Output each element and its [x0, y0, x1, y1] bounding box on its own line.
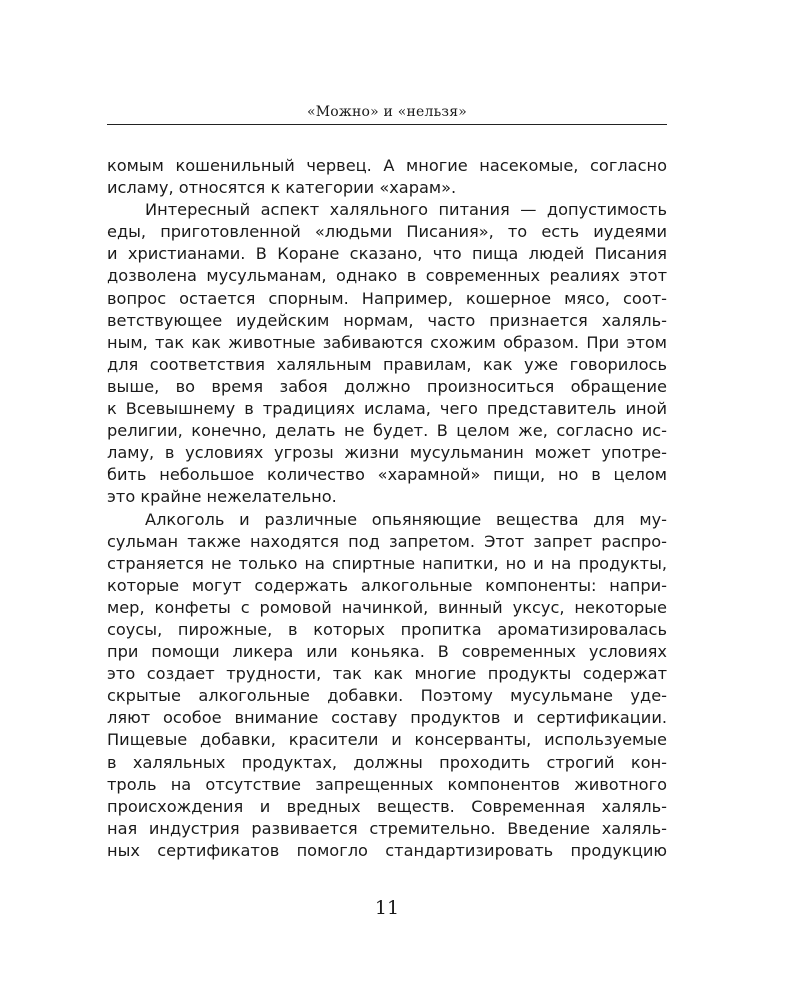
body-text: [107, 155, 667, 862]
text-line: в халяльных продуктах, должны проходить строгий кон-: [107, 752, 667, 772]
text-line: ветствующее иудейским нормам, часто признается халяль-: [107, 310, 667, 330]
text-line: при помощи ликера или коньяка. В современных условиях: [107, 642, 667, 662]
text-line: которые могут содержать алкогольные компоненты: напри-: [107, 575, 667, 595]
text-line: для соответствия халяльным правилам, как уже говорилось: [107, 354, 667, 374]
text-line: выше, во время забоя должно произноситься обращение: [107, 376, 667, 396]
text-line: дозволена мусульманам, однако в современных реалиях этот: [107, 266, 667, 286]
text-line: мер, конфеты с ромовой начинкой, винный уксус, некоторые: [107, 597, 667, 617]
text-line: и христианами. В Коране сказано, что пища людей Писания: [107, 244, 667, 264]
text-line: ламу, в условиях угрозы жизни мусульманин может употре-: [107, 443, 667, 463]
text-line: исламу, относятся к категории «харам».: [107, 178, 457, 198]
text-line: ным, так как животные забиваются схожим образом. При этом: [107, 332, 667, 352]
text-line: комым кошенильный червец. А многие насекомые, согласно: [107, 156, 667, 175]
text-line: Алкоголь и различные опьяняющие вещества для му-: [145, 509, 667, 529]
text-line: Интересный аспект халяльного питания — допустимость: [145, 200, 667, 220]
text-line: страняется не только на спиртные напитки, но и на продукты,: [107, 553, 667, 573]
text-line: сульман также находятся под запретом. Этот запрет распро-: [107, 531, 667, 551]
text-line: ных сертификатов помогло стандартизировать продукцию: [107, 840, 667, 860]
text-line: вопрос остается спорным. Например, кошерное мясо, соот-: [107, 288, 667, 308]
text-line: религии, конечно, делать не будет. В целом же, согласно ис-: [107, 421, 667, 441]
header-rule: [107, 124, 667, 125]
text-line: ляют особое внимание составу продуктов и сертификации.: [107, 708, 667, 728]
text-line: к Всевышнему в традициях ислама, чего представитель иной: [107, 399, 667, 419]
text-line: ная индустрия развивается стремительно. Введение халяль-: [107, 818, 667, 838]
page-number: 11: [374, 897, 400, 919]
text-line: троль на отсутствие запрещенных компонентов животного: [107, 774, 667, 794]
text-line: еды, приготовленной «людьми Писания», то есть иудеями: [107, 222, 667, 242]
running-head: «Можно» и «нельзя»: [306, 104, 468, 120]
text-line: это создает трудности, так как многие продукты содержат: [107, 664, 667, 684]
text-line: бить небольшое количество «харамной» пищи, но в целом: [107, 465, 667, 485]
text-line: соусы, пирожные, в которых пропитка ароматизировалась: [107, 619, 667, 639]
text-line: это крайне нежелательно.: [107, 487, 337, 507]
text-line: Пищевые добавки, красители и консерванты, используемые: [107, 730, 667, 750]
text-line: происхождения и вредных веществ. Современная халяль-: [107, 796, 667, 816]
text-line: скрытые алкогольные добавки. Поэтому мусульмане уде-: [107, 686, 667, 706]
